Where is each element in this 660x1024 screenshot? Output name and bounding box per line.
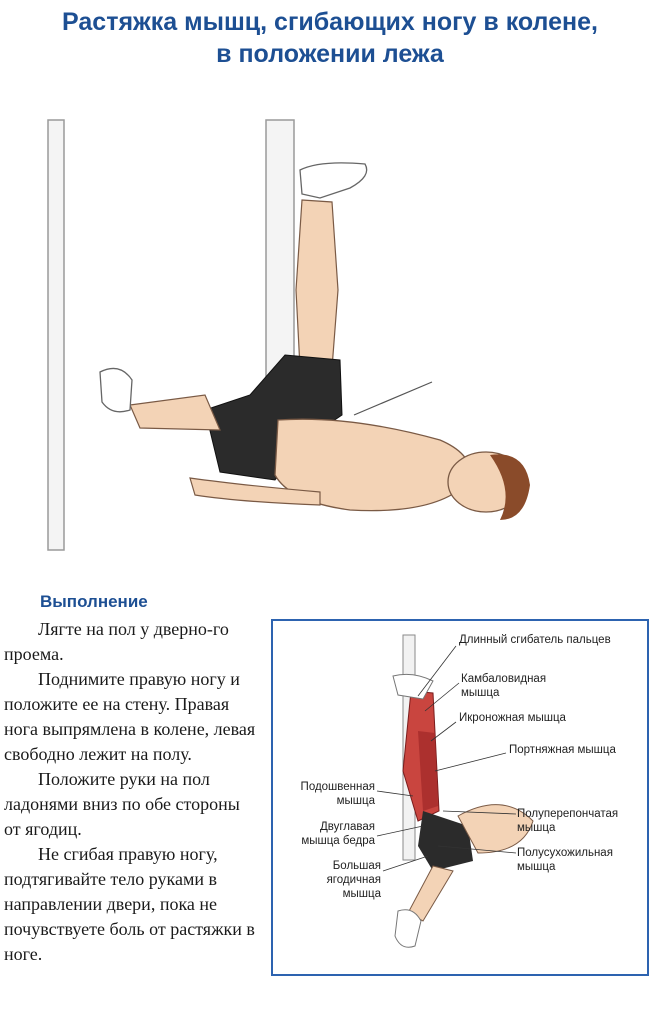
label-semimembranosus: Полуперепончатая мышца: [517, 808, 619, 834]
section-heading: Выполнение: [40, 592, 148, 611]
label-biceps-femoris: Двуглавая мышца бедра: [301, 821, 375, 847]
stretch-illustration: [20, 110, 560, 570]
label-semitendinosus: Полусухожильная мышца: [517, 847, 613, 873]
instructions-text: [4, 617, 256, 967]
label-gluteus-maximus: Большая ягодичная мышца: [326, 860, 381, 900]
title-line-2: в положении лежа: [216, 40, 444, 68]
anatomy-figure: [271, 619, 649, 976]
label-gastrocnemius: Икроножная мышца: [459, 712, 566, 724]
instruction-step-3: Положите руки на пол ладонями вниз по обе стороны от ягодиц.: [4, 769, 240, 839]
instruction-step-2: Поднимите правую ногу и положите ее на стену. Правая нога выпрямлена в колене, левая свободно лежит на полу.: [4, 669, 256, 764]
label-soleus: Камбаловидная мышца: [461, 673, 547, 699]
instruction-step-1: Лягте на пол у дверно-го проема.: [4, 619, 229, 664]
instruction-step-4: Не сгибая правую ногу, подтягивайте тело руками в направлении двери, пока не почувствуете боль от растяжки в ноге.: [4, 844, 255, 964]
label-sartorius: Портняжная мышца: [509, 744, 616, 756]
page-title: [0, 6, 660, 70]
label-plantaris: Подошвенная мышца: [300, 781, 375, 807]
title-line-1: Растяжка мышц, сгибающих ногу в колене,: [62, 8, 598, 36]
label-flexor-digitorum-longus: Длинный сгибатель пальцев: [459, 634, 611, 646]
